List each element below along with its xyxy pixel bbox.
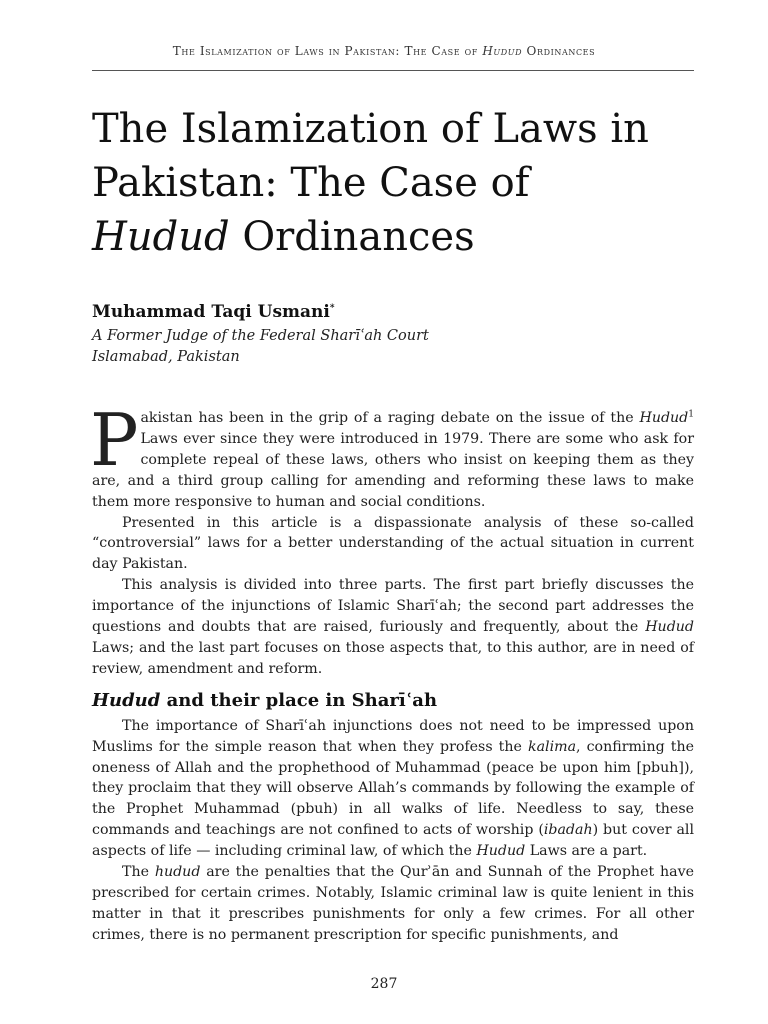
article-title bbox=[92, 102, 702, 264]
title-line-3: Hudud Ordinances bbox=[92, 214, 475, 260]
author-name: Muhammad Taqi Usmani* bbox=[92, 302, 335, 322]
paragraph-5: The hudud are the penalties that the Qurʾān and Sunnah of the Prophet have prescribed for certain crimes. Notably, Islamic criminal law is quite lenient in this matter in that it prescribes punishments for only a few crimes. For all other crimes, there is no permanent prescription for specific punishments, and bbox=[92, 864, 694, 943]
affiliation-line-2: Islamabad, Pakistan bbox=[92, 349, 240, 365]
author-footnote-marker: * bbox=[329, 303, 335, 314]
running-head: The Islamization of Laws in Pakistan: The Case of Hudud Ordinances bbox=[172, 44, 596, 58]
paragraph-3: This analysis is divided into three parts. The first part briefly discusses the importance of the injunctions of Islamic Sharīʿah; the second part addresses the questions and doubts that are raised, furiously and frequently, about the Hudud Laws; and the last part focuses on those aspects that, to this author, are in need of review, amendment and reform. bbox=[92, 577, 694, 677]
paragraph-2: Presented in this article is a dispassionate analysis of these so-called “controversial” laws for a better understanding of the actual situation in current day Pakistan. bbox=[92, 514, 694, 573]
page-number: 287 bbox=[370, 976, 398, 992]
drop-cap: P bbox=[90, 398, 139, 482]
affiliation-line-1: A Former Judge of the Federal Sharīʿah Court bbox=[92, 328, 429, 344]
title-line-1: The Islamization of Laws in bbox=[92, 106, 649, 152]
footnote-ref-1: 1 bbox=[688, 409, 694, 420]
article-body bbox=[90, 398, 694, 946]
author-affiliation bbox=[92, 326, 429, 368]
section-heading: Hudud and their place in Sharīʿah bbox=[92, 689, 438, 711]
paragraph-4: The importance of Sharīʿah injunctions does not need to be impressed upon Muslims for the simple reason that when they profess the kalima, confirming the oneness of Allah and the prophethood of Muhammad (peace be upon him [pbuh]), they proclaim that they will observe Allah’s commands by following the example of the Prophet Muhammad (pbuh) in all walks of life. Needless to say, these commands and teachings are not confined to acts of worship (ibadah) but cover all aspects of life — including criminal law, of which the Hudud Laws are a part. bbox=[92, 717, 694, 860]
title-line-2: Pakistan: The Case of bbox=[92, 160, 530, 206]
paragraph-1: Pakistan has been in the grip of a raging debate on the issue of the Hudud$^1$ Laws ever since they were introduced in 1979. There are some who ask for complete repeal of these laws, others who insist on keeping them as they are, and a third group calling for amending and reforming these laws to make them more responsive to human and social conditions. bbox=[90, 398, 694, 510]
header-rule bbox=[92, 70, 694, 71]
